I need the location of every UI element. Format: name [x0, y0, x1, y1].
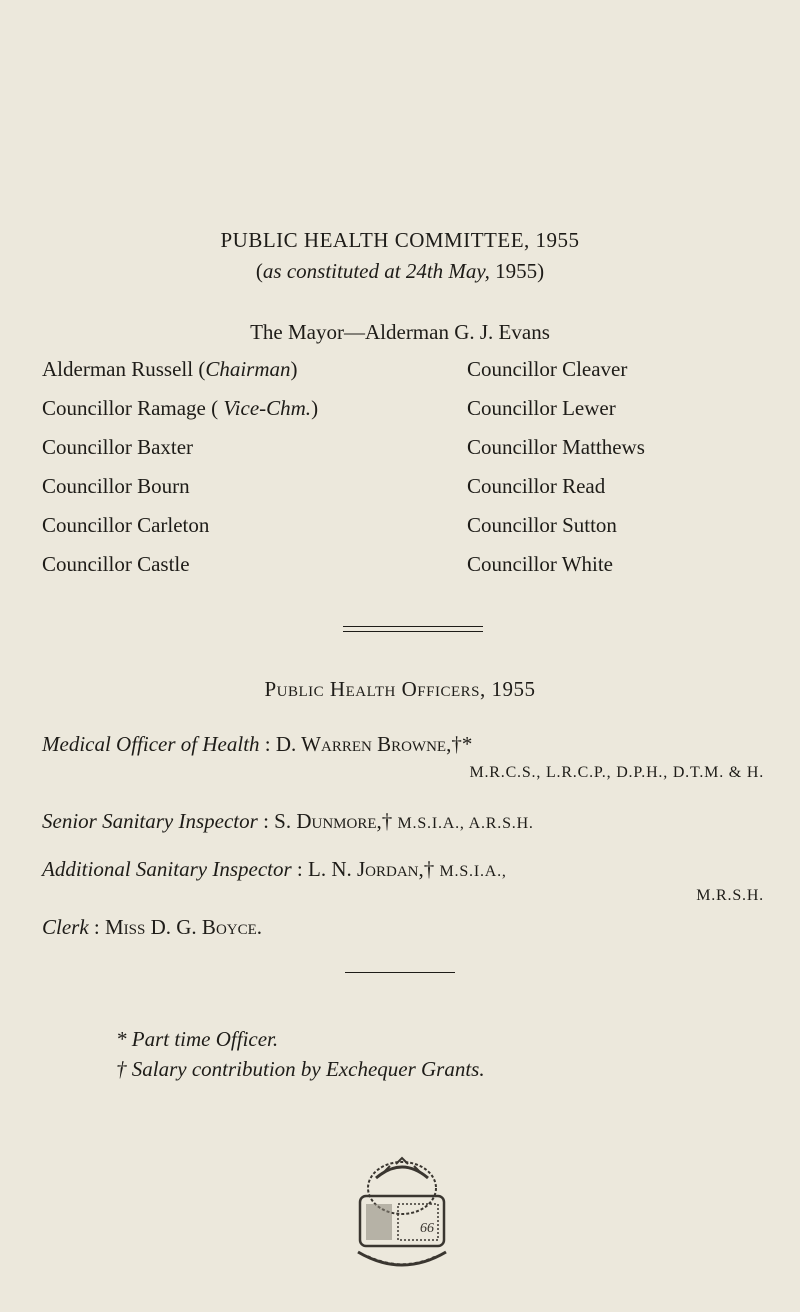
- officer-name: Miss D. G. Boyce.: [105, 915, 263, 939]
- page-title: PUBLIC HEALTH COMMITTEE, 1955: [220, 228, 580, 252]
- officer-name: D. Warren Browne,†*: [275, 732, 473, 756]
- mayor-line: The Mayor—Alderman G. J. Evans: [250, 320, 550, 344]
- officer-role: Additional Sanitary Inspector: [42, 857, 292, 881]
- officers-heading: Public Health Officers, 1955: [264, 677, 536, 701]
- member-role: Vice-Chm.: [223, 396, 312, 420]
- member-name: Councillor Ramage: [42, 396, 206, 420]
- member-right: Councillor Matthews: [467, 435, 645, 459]
- officer-name: S. Dunmore,†: [274, 809, 393, 833]
- officer-senior-inspector: Senior Sanitary Inspector : S. Dunmore,† M.S.I.A., A.R.S.H.: [42, 809, 534, 833]
- footnote-salary: † Salary contribution by Exchequer Grants.: [116, 1057, 485, 1081]
- officer-qualifications: M.R.C.S., L.R.C.P., D.P.H., D.T.M. & H.: [469, 764, 764, 781]
- member-role: Chairman: [205, 357, 291, 381]
- subtitle-date: as constituted at 24th May,: [262, 259, 490, 283]
- divider-top: [343, 631, 483, 632]
- svg-text:66: 66: [420, 1221, 434, 1236]
- member-left: Councillor Bourn: [42, 474, 190, 498]
- divider-bottom: [345, 972, 455, 973]
- officer-qualifications: M.S.I.A.,: [439, 863, 507, 880]
- officer-qualifications: M.S.I.A., A.R.S.H.: [397, 815, 534, 832]
- member-name: Alderman Russell: [42, 357, 194, 381]
- member-left: Councillor Castle: [42, 552, 190, 576]
- officer-clerk: Clerk : Miss D. G. Boyce.: [42, 915, 263, 939]
- officer-medical: Medical Officer of Health : D. Warren Browne,†*: [42, 732, 473, 756]
- member-left: Alderman Russell (Chairman): [42, 357, 298, 381]
- member-left: Councillor Carleton: [42, 513, 210, 537]
- member-left: Councillor Ramage ( Vice-Chm.): [42, 396, 319, 420]
- member-right: Councillor White: [467, 552, 614, 576]
- officer-role: Senior Sanitary Inspector: [42, 809, 258, 833]
- officer-role: Clerk: [42, 915, 89, 939]
- member-left: Councillor Baxter: [42, 435, 194, 459]
- officer-role: Medical Officer of Health: [42, 732, 260, 756]
- member-right: Councillor Read: [467, 474, 606, 498]
- crest-seal-icon: [346, 1148, 458, 1280]
- officer-name: L. N. Jordan,†: [308, 857, 435, 881]
- page-subtitle: (as constituted at 24th May, 1955): [255, 259, 545, 283]
- member-right: Councillor Sutton: [467, 513, 617, 537]
- subtitle-year: 1955: [495, 259, 538, 283]
- officer-qualifications: M.R.S.H.: [696, 887, 764, 904]
- footnote-part-time: * Part time Officer.: [116, 1027, 279, 1051]
- officer-additional-inspector: Additional Sanitary Inspector : L. N. Jordan,† M.S.I.A.,: [42, 857, 507, 881]
- divider-top: [343, 626, 483, 627]
- member-right: Councillor Cleaver: [467, 357, 628, 381]
- member-right: Councillor Lewer: [467, 396, 616, 420]
